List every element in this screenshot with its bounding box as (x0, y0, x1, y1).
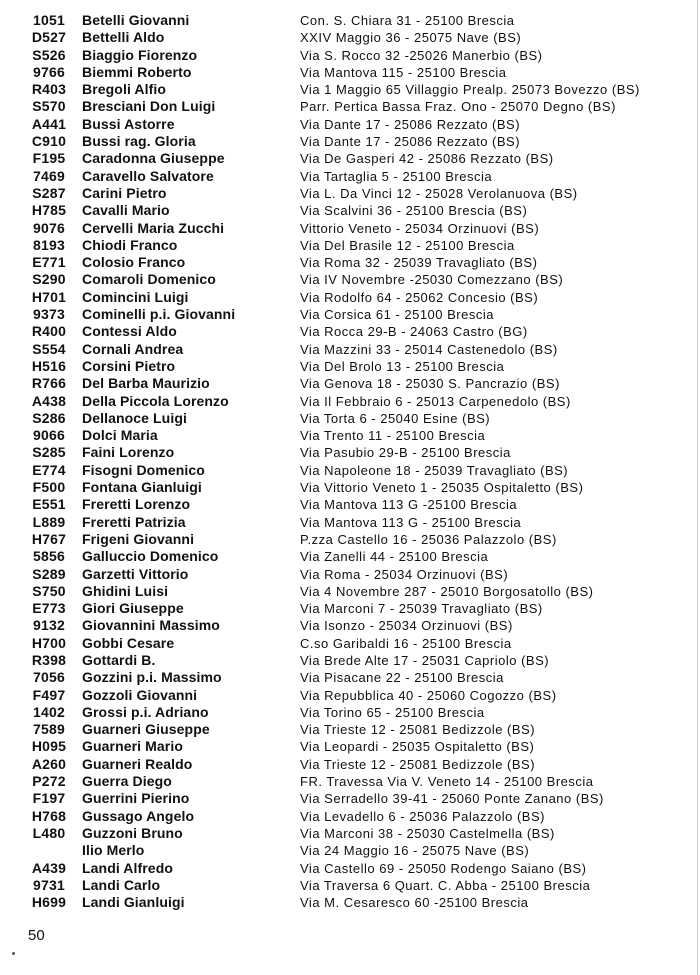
list-item (0, 635, 700, 652)
list-item (0, 133, 700, 150)
member-address: Via Genova 18 - 25030 S. Pancrazio (BS) (300, 376, 560, 392)
member-code: F497 (32, 686, 66, 703)
member-code: E551 (32, 496, 66, 513)
member-name: Caradonna Giuseppe (82, 150, 225, 167)
member-name: Corsini Pietro (82, 357, 176, 374)
list-item (0, 894, 700, 911)
member-name: Chiodi Franco (82, 236, 178, 253)
member-name: Guarneri Giuseppe (82, 721, 210, 738)
member-address: Via Torta 6 - 25040 Esine (BS) (300, 410, 491, 426)
member-name: Bregoli Alfio (82, 81, 167, 98)
member-address: XXIV Maggio 36 - 25075 Nave (BS) (300, 30, 522, 46)
member-address: Via Serradello 39-41 - 25060 Ponte Zanano (BS) (300, 791, 604, 807)
member-name: Frigeni Giovanni (82, 530, 195, 547)
list-item (0, 566, 700, 583)
member-code: S570 (32, 98, 66, 115)
member-name: Gobbi Cesare (82, 634, 175, 651)
member-code: F195 (32, 150, 66, 167)
list-item (0, 808, 700, 825)
member-name: Betelli Giovanni (82, 12, 190, 28)
member-address: Via Brede Alte 17 - 25031 Capriolo (BS) (300, 652, 550, 668)
member-address: Via Roma 32 - 25039 Travagliato (BS) (300, 255, 538, 271)
member-name: Landi Alfredo (82, 859, 174, 876)
member-code: A441 (31, 115, 67, 132)
member-name: Ilio Merlo (82, 842, 145, 859)
member-address: Via Trieste 12 - 25081 Bedizzole (BS) (300, 756, 536, 772)
list-item (0, 271, 700, 288)
list-item (0, 47, 700, 64)
list-item (0, 185, 700, 202)
member-address: Via Mazzini 33 - 25014 Castenedolo (BS) (300, 341, 558, 357)
member-code: R403 (31, 81, 67, 98)
member-code: H095 (31, 738, 67, 755)
list-item (0, 410, 700, 427)
member-name: Biemmi Roberto (82, 63, 192, 80)
member-address: Via Mantova 115 - 25100 Brescia (300, 64, 507, 80)
member-address: Via Napoleone 18 - 25039 Travagliato (BS) (300, 462, 569, 478)
member-name: Guarneri Mario (82, 738, 183, 755)
member-name: Gottardi B. (82, 651, 156, 668)
member-code: L480 (32, 824, 66, 841)
list-item (0, 393, 700, 410)
list-item (0, 687, 700, 704)
list-item (0, 323, 700, 340)
member-name: Carini Pietro (82, 184, 167, 201)
list-item (0, 202, 700, 219)
member-address: Via Tartaglia 5 - 25100 Brescia (300, 168, 493, 184)
member-code: R400 (31, 323, 67, 340)
member-address: Via Trento 11 - 25100 Brescia (300, 428, 486, 444)
member-name: Bresciani Don Luigi (82, 98, 216, 115)
scan-speck (12, 952, 15, 955)
member-name: Cominelli p.i. Giovanni (82, 306, 236, 323)
member-address: Via Del Brolo 13 - 25100 Brescia (300, 358, 505, 374)
member-address: C.so Garibaldi 16 - 25100 Brescia (300, 635, 512, 651)
list-item (0, 790, 700, 807)
member-code: A438 (31, 392, 67, 409)
member-name: Guzzoni Bruno (82, 824, 183, 841)
list-item (0, 168, 700, 185)
list-item (0, 860, 700, 877)
member-address: Via Marconi 38 - 25030 Castelmella (BS) (300, 825, 555, 841)
member-code: F500 (32, 479, 66, 496)
member-name: Contessi Aldo (82, 323, 177, 340)
list-item (0, 825, 700, 842)
member-address: Via Mantova 113 G -25100 Brescia (300, 497, 518, 513)
list-item (0, 341, 700, 358)
member-code: H768 (31, 807, 67, 824)
member-code: 9731 (33, 876, 65, 893)
list-item (0, 842, 700, 859)
member-name: Faini Lorenzo (82, 444, 175, 461)
member-address: Con. S. Chiara 31 - 25100 Brescia (300, 13, 515, 28)
member-address: Via Corsica 61 - 25100 Brescia (300, 307, 494, 323)
member-code: H700 (31, 634, 67, 651)
member-code: S289 (32, 565, 66, 582)
list-item (0, 444, 700, 461)
member-address: Via Isonzo - 25034 Orzinuovi (BS) (300, 618, 513, 634)
member-name: Bussi Astorre (82, 115, 175, 132)
member-code: D527 (31, 29, 67, 46)
member-name: Freretti Patrizia (82, 513, 186, 530)
list-item (0, 237, 700, 254)
member-name: Guerra Diego (82, 773, 172, 790)
member-code: A260 (31, 755, 67, 772)
list-item (0, 462, 700, 479)
list-item (0, 531, 700, 548)
member-address: Via S. Rocco 32 -25026 Manerbio (BS) (300, 47, 543, 63)
list-item (0, 669, 700, 686)
member-code: 9766 (33, 63, 65, 80)
member-name: Giori Giuseppe (82, 600, 184, 617)
member-list (0, 12, 700, 911)
member-address: Via 4 Novembre 287 - 25010 Borgosatollo (BS) (300, 583, 594, 599)
member-code: 9373 (33, 306, 65, 323)
member-address: Via Torino 65 - 25100 Brescia (300, 704, 485, 720)
member-address: Via Leopardi - 25035 Ospitaletto (BS) (300, 739, 535, 755)
member-code: H516 (31, 357, 67, 374)
member-code: 7469 (33, 167, 65, 184)
list-item (0, 150, 700, 167)
list-item (0, 756, 700, 773)
list-item (0, 427, 700, 444)
member-name: Gozzini p.i. Massimo (82, 669, 222, 686)
member-name: Giovannini Massimo (82, 617, 220, 634)
list-item (0, 652, 700, 669)
member-address: Via Levadello 6 - 25036 Palazzolo (BS) (300, 808, 545, 824)
member-name: Grossi p.i. Adriano (82, 703, 209, 720)
member-name: Cavalli Mario (82, 202, 170, 219)
member-address: Via Zanelli 44 - 25100 Brescia (300, 549, 489, 565)
member-address: Via Dante 17 - 25086 Rezzato (BS) (300, 116, 521, 132)
list-item (0, 600, 700, 617)
member-name: Caravello Salvatore (82, 167, 214, 184)
member-address: Via 1 Maggio 65 Villaggio Prealp. 25073 Bovezzo (BS) (300, 82, 640, 98)
member-code: S285 (32, 444, 66, 461)
list-item (0, 12, 700, 29)
member-code: P272 (32, 773, 66, 790)
list-item (0, 116, 700, 133)
member-code: H701 (31, 288, 67, 305)
member-address: Via L. Da Vinci 12 - 25028 Verolanuova (BS) (300, 185, 578, 201)
member-name: Guarneri Realdo (82, 755, 193, 772)
member-address: Via De Gasperi 42 - 25086 Rezzato (BS) (300, 151, 554, 167)
member-address: Via Pasubio 29-B - 25100 Brescia (300, 445, 511, 461)
member-address: Vittorio Veneto - 25034 Orzinuovi (BS) (300, 220, 540, 236)
member-name: Dellanoce Luigi (82, 409, 187, 426)
list-item (0, 81, 700, 98)
member-code: 9076 (33, 219, 65, 236)
list-item (0, 98, 700, 115)
list-item (0, 375, 700, 392)
member-address: Parr. Pertica Bassa Fraz. Ono - 25070 Degno (BS) (300, 99, 616, 115)
member-address: Via Trieste 12 - 25081 Bedizzole (BS) (300, 722, 536, 738)
member-name: Dolci Maria (82, 427, 158, 444)
member-address: Via Marconi 7 - 25039 Travagliato (BS) (300, 601, 543, 617)
member-address: Via Il Febbraio 6 - 25013 Carpenedolo (BS) (300, 393, 571, 409)
member-name: Freretti Lorenzo (82, 496, 191, 513)
list-item (0, 514, 700, 531)
member-address: Via Rocca 29-B - 24063 Castro (BG) (300, 324, 528, 340)
member-code: S554 (32, 340, 66, 357)
member-code: 8193 (33, 236, 65, 253)
member-name: Galluccio Domenico (82, 548, 219, 565)
scan-edge (697, 0, 698, 975)
member-name: Fontana Gianluigi (82, 479, 202, 496)
member-name: Guerrini Pierino (82, 790, 190, 807)
member-name: Comincini Luigi (82, 288, 189, 305)
member-address: Via Dante 17 - 25086 Rezzato (BS) (300, 134, 521, 150)
member-name: Ghidini Luisi (82, 582, 169, 599)
member-code: 9132 (33, 617, 65, 634)
member-code: L889 (32, 513, 66, 530)
list-item (0, 704, 700, 721)
list-item (0, 496, 700, 513)
member-code: H785 (31, 202, 67, 219)
member-code: F197 (32, 790, 66, 807)
member-code: S750 (32, 582, 66, 599)
member-name: Cornali Andrea (82, 340, 184, 357)
member-code: S526 (32, 46, 66, 63)
member-address: Via Castello 69 - 25050 Rodengo Saiano (BS) (300, 860, 587, 876)
member-code: 1402 (33, 703, 65, 720)
member-name: Della Piccola Lorenzo (82, 392, 229, 409)
member-code: 1051 (33, 12, 65, 28)
member-address: Via Rodolfo 64 - 25062 Concesio (BS) (300, 289, 539, 305)
member-code: 7589 (33, 721, 65, 738)
member-address: Via M. Cesaresco 60 -25100 Brescia (300, 895, 529, 911)
list-item (0, 877, 700, 894)
member-address: P.zza Castello 16 - 25036 Palazzolo (BS) (300, 531, 557, 547)
member-code: R398 (31, 651, 67, 668)
list-item (0, 721, 700, 738)
page-number: 50 (28, 927, 45, 944)
member-name: Del Barba Maurizio (82, 375, 210, 392)
member-address: Via Scalvini 36 - 25100 Brescia (BS) (300, 203, 528, 219)
member-code: H767 (31, 530, 67, 547)
member-name: Comaroli Domenico (82, 271, 216, 288)
member-address: Via IV Novembre -25030 Comezzano (BS) (300, 272, 564, 288)
member-address: Via Del Brasile 12 - 25100 Brescia (300, 237, 515, 253)
member-name: Gussago Angelo (82, 807, 195, 824)
list-item (0, 583, 700, 600)
member-code: R766 (31, 375, 67, 392)
member-address: Via Roma - 25034 Orzinuovi (BS) (300, 566, 509, 582)
member-address: Via Vittorio Veneto 1 - 25035 Ospitaletto (BS) (300, 480, 584, 496)
member-name: Cervelli Maria Zucchi (82, 219, 225, 236)
member-code: E771 (32, 254, 66, 271)
list-item (0, 29, 700, 46)
list-item (0, 220, 700, 237)
list-item (0, 738, 700, 755)
member-code: A439 (31, 859, 67, 876)
list-item (0, 306, 700, 323)
member-code: E773 (32, 600, 66, 617)
member-code: 9066 (33, 427, 65, 444)
list-item (0, 479, 700, 496)
member-code: H699 (31, 894, 67, 911)
member-address: Via Repubblica 40 - 25060 Cogozzo (BS) (300, 687, 557, 703)
list-item (0, 548, 700, 565)
member-code: 5856 (33, 548, 65, 565)
list-item (0, 254, 700, 271)
member-name: Biaggio Fiorenzo (82, 46, 198, 63)
member-code: S286 (32, 409, 66, 426)
member-name: Landi Carlo (82, 876, 161, 893)
list-item (0, 64, 700, 81)
list-item (0, 617, 700, 634)
member-code: 7056 (33, 669, 65, 686)
member-address: Via 24 Maggio 16 - 25075 Nave (BS) (300, 843, 530, 859)
list-item (0, 289, 700, 306)
member-address: Via Pisacane 22 - 25100 Brescia (300, 670, 504, 686)
member-name: Bettelli Aldo (82, 29, 165, 46)
member-address: FR. Travessa Via V. Veneto 14 - 25100 Brescia (300, 774, 594, 790)
member-name: Landi Gianluigi (82, 894, 185, 911)
member-name: Fisogni Domenico (82, 461, 205, 478)
member-name: Bussi rag. Gloria (82, 133, 196, 150)
member-name: Gozzoli Giovanni (82, 686, 198, 703)
member-code: E774 (32, 461, 66, 478)
list-item (0, 773, 700, 790)
member-name: Colosio Franco (82, 254, 186, 271)
member-address: Via Traversa 6 Quart. C. Abba - 25100 Brescia (300, 877, 591, 893)
member-address: Via Mantova 113 G - 25100 Brescia (300, 514, 522, 530)
member-code: S287 (32, 184, 66, 201)
member-code: C910 (31, 133, 67, 150)
member-code: S290 (32, 271, 66, 288)
list-item (0, 358, 700, 375)
member-name: Garzetti Vittorio (82, 565, 189, 582)
